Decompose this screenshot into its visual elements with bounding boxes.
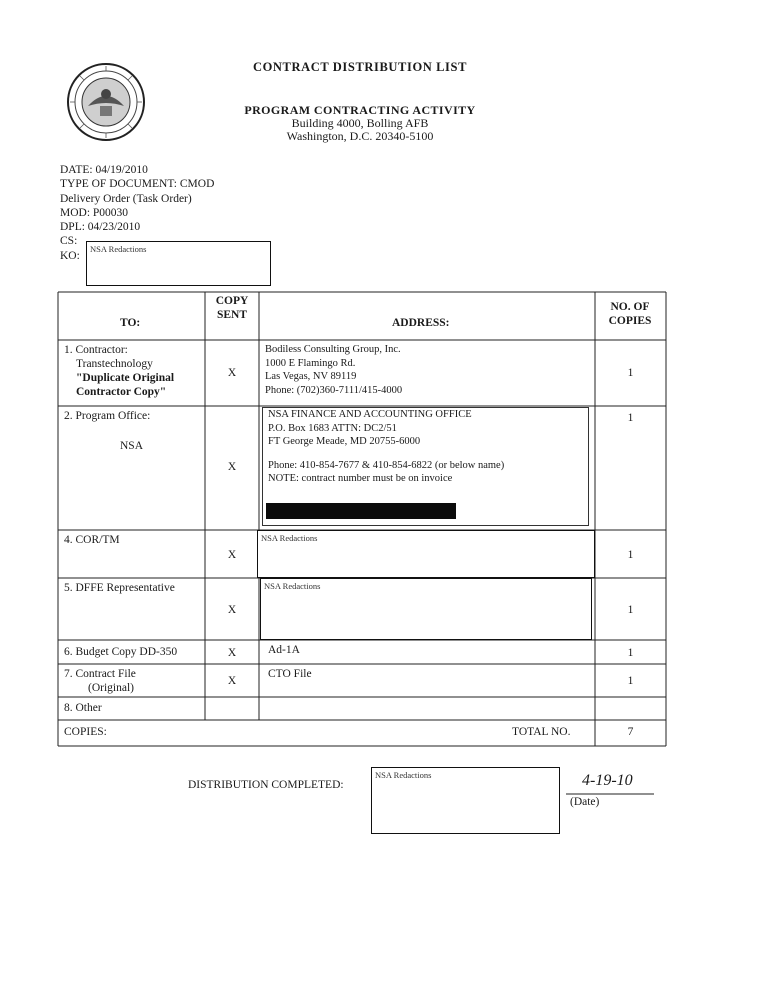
redaction-label: NSA Redactions bbox=[90, 244, 147, 254]
row-4-redaction-box bbox=[257, 530, 595, 578]
agency-address-line2: Washington, D.C. 20340-5100 bbox=[286, 129, 434, 143]
row-7-copies: 1 bbox=[627, 675, 634, 687]
row-1-address: Bodiless Consulting Group, Inc. 1000 E Flamingo Rd. Las Vegas, NV 89119 Phone: (702)360-7111/415-4000 bbox=[265, 344, 403, 396]
row-2-redaction-bar bbox=[266, 503, 456, 519]
total-number-label: TOTAL NO. bbox=[512, 726, 571, 738]
row-5-copies: 1 bbox=[627, 604, 634, 616]
row-1-copies: 1 bbox=[627, 367, 634, 379]
row-7-address: CTO File bbox=[268, 668, 312, 680]
row-2-copy-mark: X bbox=[227, 461, 237, 473]
column-header-to: TO: bbox=[120, 317, 141, 329]
row-6-address: Ad-1A bbox=[268, 644, 300, 656]
distribution-completed-label: DISTRIBUTION COMPLETED: bbox=[188, 779, 344, 791]
row-8-to: 8. Other bbox=[64, 702, 102, 714]
document-type-field: TYPE OF DOCUMENT: CMOD bbox=[60, 178, 215, 191]
row-5-to: 5. DFFE Representative bbox=[64, 582, 175, 594]
column-header-no-of-copies: NO. OF COPIES bbox=[608, 301, 652, 327]
dpl-field: DPL: 04/23/2010 bbox=[60, 221, 141, 234]
redaction-label: NSA Redactions bbox=[375, 770, 432, 780]
row-2-address: NSA FINANCE AND ACCOUNTING OFFICE P.O. Box 1683 ATTN: DC2/51 FT George Meade, MD 20755-6000 Phone: 410-854-7677 & 410-854-6822 (or below name) NOTE: contract number must be on invoice bbox=[268, 409, 505, 484]
date-caption: (Date) bbox=[570, 796, 600, 808]
total-copies-left-label: COPIES: bbox=[64, 726, 107, 738]
row-5-copy-mark: X bbox=[227, 604, 237, 616]
mod-field: MOD: P00030 bbox=[60, 206, 129, 219]
row-4-copy-mark: X bbox=[227, 549, 237, 561]
column-header-address: ADDRESS: bbox=[392, 317, 450, 329]
row-6-copy-mark: X bbox=[227, 647, 237, 659]
row-6-to: 6. Budget Copy DD-350 bbox=[64, 646, 178, 658]
footer-redaction-box bbox=[371, 767, 560, 834]
completion-date-handwritten: 4-19-10 bbox=[582, 772, 633, 789]
row-7-to: 7. Contract File (Original) bbox=[64, 668, 136, 694]
ko-field: KO: bbox=[60, 249, 80, 262]
column-header-copy-sent: COPY SENT bbox=[215, 295, 249, 321]
row-5-redaction-box bbox=[260, 578, 592, 640]
row-7-copy-mark: X bbox=[227, 675, 237, 687]
row-4-copies: 1 bbox=[627, 549, 634, 561]
redaction-label: NSA Redactions bbox=[261, 533, 318, 543]
agency-name: PROGRAM CONTRACTING ACTIVITY bbox=[244, 103, 476, 117]
row-2-to: 2. Program Office: NSA bbox=[64, 410, 151, 452]
redaction-label: NSA Redactions bbox=[264, 581, 321, 591]
cs-field: CS: bbox=[60, 235, 78, 248]
date-field: DATE: 04/19/2010 bbox=[60, 164, 148, 176]
row-1-copy-mark: X bbox=[227, 367, 237, 379]
row-1-to: 1. Contractor: Transtechnology "Duplicate Original Contractor Copy" bbox=[64, 344, 175, 398]
row-2-copies: 1 bbox=[627, 412, 634, 424]
row-4-to: 4. COR/TM bbox=[64, 534, 120, 546]
total-number-value: 7 bbox=[627, 726, 634, 738]
document-title: CONTRACT DISTRIBUTION LIST bbox=[252, 60, 468, 74]
delivery-order-field: Delivery Order (Task Order) bbox=[60, 192, 192, 205]
row-6-copies: 1 bbox=[627, 647, 634, 659]
agency-address-line1: Building 4000, Bolling AFB bbox=[291, 116, 429, 130]
